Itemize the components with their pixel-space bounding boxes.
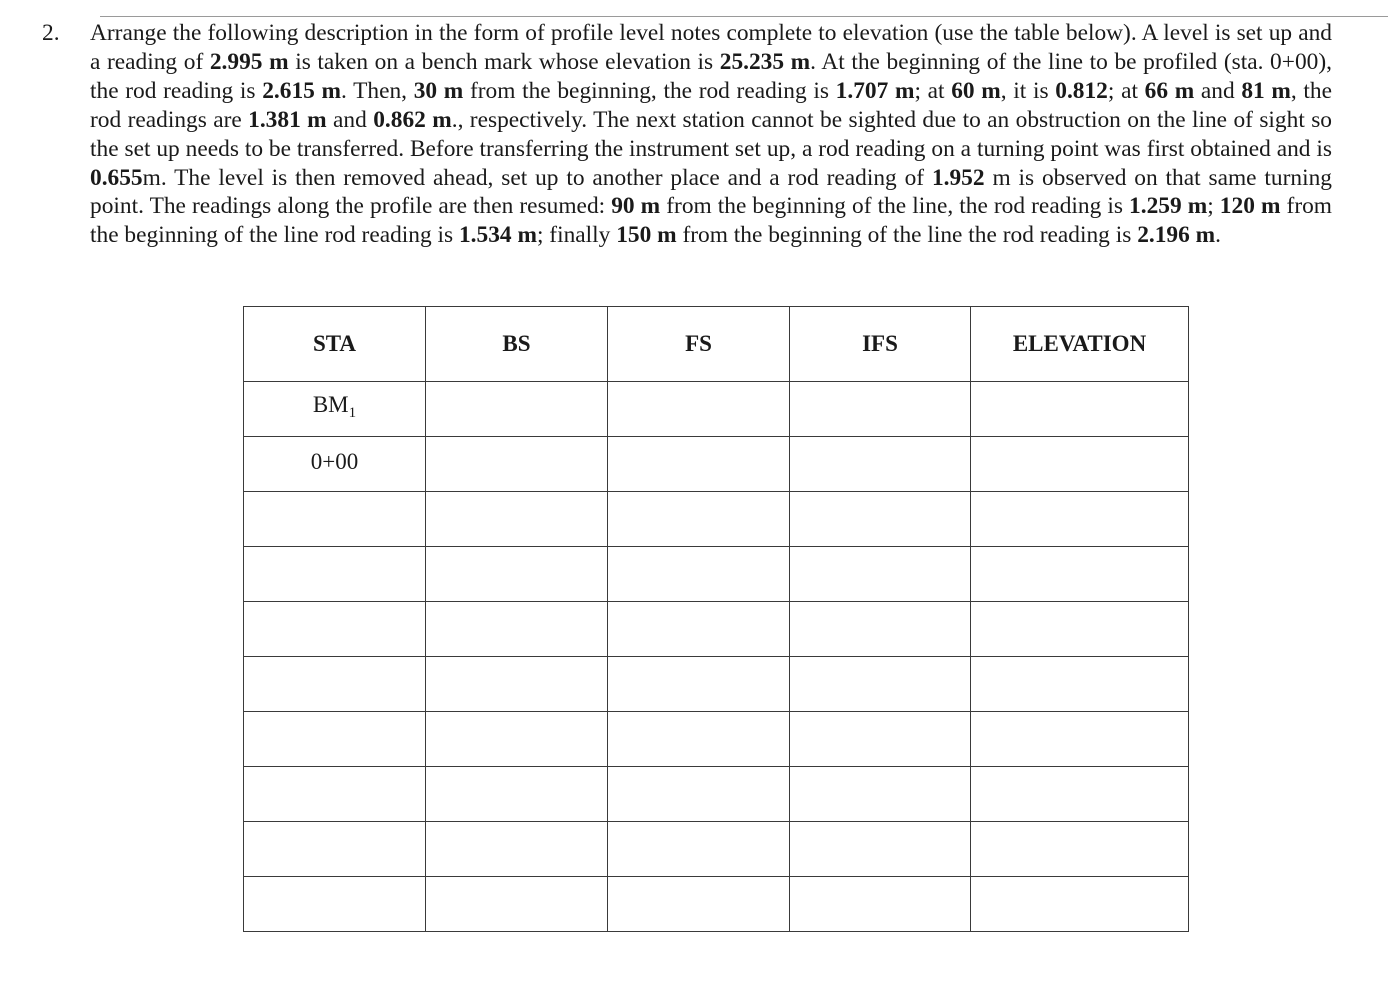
- problem-text-run: from the beginning of the line rod reading is: [90, 193, 1332, 249]
- cell-elevation: [971, 767, 1189, 822]
- level-notes-table: [243, 306, 1189, 932]
- cell-elevation: [971, 437, 1189, 492]
- cell-elevation: [971, 822, 1189, 877]
- problem-text-run: and: [326, 106, 374, 133]
- cell-fs: [608, 767, 790, 822]
- cell-elevation: [971, 547, 1189, 602]
- problem-number: 2.: [42, 20, 60, 46]
- problem-text-run: from the beginning of the line, the rod reading is: [660, 193, 1130, 220]
- header-elevation: ELEVATION: [971, 307, 1189, 382]
- problem-value: 25.235 m: [719, 48, 811, 75]
- problem-text-run: , it is: [1000, 77, 1056, 104]
- bm-label: $BM_1$: [312, 392, 357, 421]
- problem-text-run: Arrange the following description in the form of profile level notes complete to elevation (use the table below). A level is set up and a reading of: [90, 20, 1332, 75]
- table-header-row: [244, 307, 1189, 382]
- cell-ifs: [790, 382, 971, 437]
- problem-value: 1.952: [931, 164, 985, 191]
- cell-ifs: [790, 767, 971, 822]
- cell-bs: [426, 822, 608, 877]
- problem-text-run: .: [1215, 222, 1222, 249]
- cell-ifs: [790, 547, 971, 602]
- problem-value: 60 m: [951, 77, 1001, 104]
- table-row: [244, 492, 1189, 547]
- top-rule: [100, 16, 1388, 17]
- cell-sta: [244, 877, 426, 932]
- cell-fs: [608, 492, 790, 547]
- table-row: [244, 657, 1189, 712]
- table-row: [244, 382, 1189, 437]
- cell-fs: [608, 382, 790, 437]
- table-row: [244, 877, 1189, 932]
- problem-text-run: from the beginning, the rod reading is: [463, 77, 836, 104]
- problem-text-run: from the beginning of the line the rod reading is: [676, 222, 1138, 249]
- header-bs: BS: [426, 307, 608, 382]
- cell-ifs: [790, 877, 971, 932]
- cell-sta: [244, 657, 426, 712]
- header-ifs: IFS: [790, 307, 971, 382]
- cell-fs: [608, 602, 790, 657]
- table-row: [244, 437, 1189, 492]
- cell-sta: [244, 712, 426, 767]
- cell-elevation: [971, 877, 1189, 932]
- problem-text-run: . At the beginning of the line to be profiled (sta. 0+00), the rod reading is: [90, 48, 1332, 104]
- cell-fs: [608, 822, 790, 877]
- cell-elevation: [971, 602, 1189, 657]
- cell-sta: [244, 547, 426, 602]
- problem-value: 150 m: [616, 222, 677, 249]
- header-sta: STA: [244, 307, 426, 382]
- table-row: [244, 602, 1189, 657]
- table-row: [244, 712, 1189, 767]
- cell-bs: [426, 492, 608, 547]
- problem-value: 66 m: [1144, 77, 1195, 104]
- problem-value: 2.615 m: [262, 77, 342, 104]
- problem-value: 1.534 m: [458, 222, 537, 249]
- problem-value: 2.995 m: [209, 48, 289, 75]
- cell-sta: [244, 822, 426, 877]
- cell-fs: [608, 877, 790, 932]
- problem-text-run: . Then,: [341, 77, 414, 104]
- cell-sta: [244, 767, 426, 822]
- problem-text-run: ; finally: [536, 222, 617, 249]
- problem-value: 120 m: [1219, 193, 1281, 220]
- problem-text-run: ; at: [1107, 77, 1145, 104]
- cell-fs: [608, 437, 790, 492]
- problem-text-run: m is observed on that same turning point. The readings along the profile are then resumed:: [90, 164, 1332, 220]
- header-fs: FS: [608, 307, 790, 382]
- cell-sta: [244, 602, 426, 657]
- cell-bs: [426, 712, 608, 767]
- problem-text-run: and: [1194, 77, 1242, 104]
- cell-ifs: [790, 437, 971, 492]
- cell-elevation: [971, 712, 1189, 767]
- cell-elevation: [971, 382, 1189, 437]
- cell-bs: [426, 547, 608, 602]
- cell-bs: [426, 382, 608, 437]
- problem-text-run: , the rod readings are: [90, 77, 1333, 133]
- cell-ifs: [790, 822, 971, 877]
- cell-elevation: [971, 492, 1189, 547]
- cell-bs: [426, 767, 608, 822]
- problem-value: 1.707 m: [835, 77, 915, 104]
- problem-value: 0.655: [90, 164, 143, 191]
- problem-value: 0.862 m: [373, 106, 452, 133]
- problem-value: 1.259 m: [1129, 193, 1208, 220]
- cell-sta-bm: [244, 382, 426, 437]
- cell-bs: [426, 602, 608, 657]
- cell-bs: [426, 437, 608, 492]
- problem-text-run: ., respectively. The next station cannot be sighted due to an obstruction on the line of sight so the set up needs to be transferred. Before transferring the instrument set up, a rod reading on a turning point was first obtained and is: [90, 106, 1333, 162]
- problem-statement: [42, 19, 1332, 250]
- problem-value: 0.812: [1055, 77, 1108, 104]
- problem-value: 30 m: [413, 77, 464, 104]
- station-label: 0+00: [310, 449, 359, 474]
- problem-value: 90 m: [611, 193, 661, 220]
- cell-fs: [608, 657, 790, 712]
- cell-ifs: [790, 712, 971, 767]
- problem-text-run: is taken on a bench mark whose elevation is: [288, 48, 720, 75]
- cell-elevation: [971, 657, 1189, 712]
- table-row: [244, 767, 1189, 822]
- problem-value: 81 m: [1241, 77, 1291, 104]
- cell-fs: [608, 547, 790, 602]
- cell-fs: [608, 712, 790, 767]
- problem-text: [90, 19, 1332, 250]
- cell-ifs: [790, 492, 971, 547]
- table-row: [244, 547, 1189, 602]
- problem-text-run: ;: [1207, 193, 1220, 220]
- problem-value: 1.381 m: [248, 106, 327, 133]
- problem-value: 2.196 m: [1137, 222, 1216, 249]
- cell-bs: [426, 877, 608, 932]
- cell-bs: [426, 657, 608, 712]
- cell-ifs: [790, 657, 971, 712]
- table-row: [244, 822, 1189, 877]
- cell-ifs: [790, 602, 971, 657]
- cell-sta-first: [244, 437, 426, 492]
- problem-text-run: ; at: [914, 77, 952, 104]
- cell-sta: [244, 492, 426, 547]
- problem-text-run: m. The level is then removed ahead, set up to another place and a rod reading of: [142, 164, 932, 191]
